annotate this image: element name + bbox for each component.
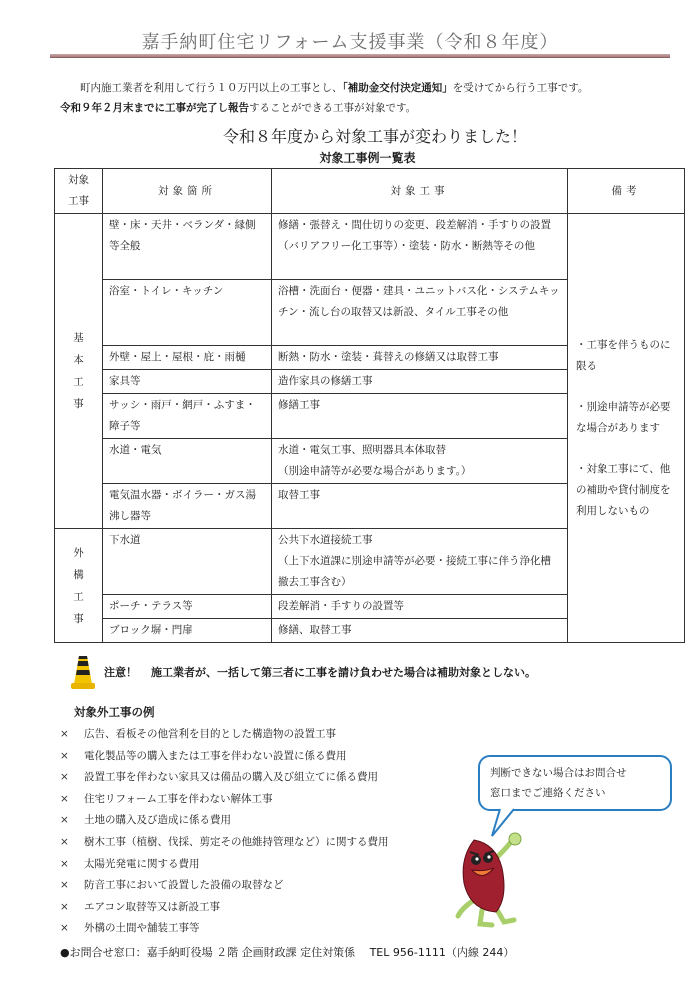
list-item: × 設置工事を伴わない家具又は備品の購入及び組立てに係る費用 (60, 767, 389, 789)
list-item: × 土地の購入及び造成に係る費用 (60, 810, 389, 832)
changed-heading: 令和８年度から対象工事が変わりました！ (222, 127, 527, 146)
work-note: （上下水道課に別途申請等が必要・接続工事に伴う浄化槽撤去工事含む） (278, 555, 551, 588)
location-cell: 家具等 (103, 370, 272, 394)
remark-3: ・対象工事にて、他の補助や貸付制度を利用しないもの (576, 462, 671, 517)
location-cell: 下水道 (103, 529, 272, 595)
location-cell: 電気温水器・ボイラー・ガス湯沸し器等 (103, 484, 272, 529)
work-cell: 修繕、取替工事 (272, 619, 568, 643)
location-cell: 浴室・トイレ・キッチン (103, 280, 272, 346)
caution-label: 注意！ (104, 666, 137, 679)
list-item: × エアコン取替等又は新設工事 (60, 897, 389, 919)
category-basic: 基本工事 (55, 214, 103, 529)
sweet-potato-mascot-icon (452, 828, 527, 928)
work-cell: 段差解消・手すりの設置等 (272, 595, 568, 619)
remarks-cell (568, 214, 685, 643)
intro-line2-bold: 令和９年２月末までに工事が完了し報告 (60, 102, 249, 114)
intro-line1-pre: 町内施工業者を利用して行う１０万円以上の工事とし、 (80, 82, 343, 94)
page-title: 嘉手納町住宅リフォーム支援事業（令和８年度） (141, 32, 559, 53)
work-cell: 浴槽・洗面台・便器・建具・ユニットバス化・システムキッチン・流し台の取替又は新設、タイル工事その他 (272, 280, 568, 346)
bubble-line-1: 判断できない場合はお問合せ (490, 767, 627, 779)
list-item: × 外構の土間や舗装工事等 (60, 918, 389, 940)
header-remarks: 備考 (568, 169, 685, 214)
cross-icon: × (60, 792, 69, 805)
category-exterior: 外構工事 (55, 529, 103, 643)
cross-icon: × (60, 879, 69, 892)
bubble-line-2: 窓口までご連絡ください (490, 787, 606, 799)
work-cell: 修繕工事 (272, 394, 568, 439)
intro-text (60, 78, 680, 118)
work-note: （別途申請等が必要な場合があります。） (278, 465, 472, 477)
list-item: × 電化製品等の購入または工事を伴わない設置に係る費用 (60, 746, 389, 768)
remark-2: ・別途申請等が必要な場合があります (576, 400, 671, 434)
work-cell: 造作家具の修繕工事 (272, 370, 568, 394)
caution-text: 施工業者が、一括して第三者に工事を請け負わせた場合は補助対象としない。 (151, 666, 536, 679)
cross-icon: × (60, 922, 69, 935)
speech-bubble (478, 755, 672, 811)
work-cell (272, 439, 568, 484)
contact-info: ●お問合せ窓口：嘉手納町役場 ２階 企画財政課 定住対策係 TEL 956-1111（内線 244） (60, 946, 515, 959)
work-text: 水道・電気工事、照明器具本体取替 (278, 444, 446, 456)
list-item: × 住宅リフォーム工事を伴わない解体工事 (60, 789, 389, 811)
table-header-row (55, 169, 685, 214)
table-row (55, 214, 685, 280)
list-item: × 樹木工事（植樹、伐採、剪定その他維持管理など）に関する費用 (60, 832, 389, 854)
exclusions-list (60, 724, 389, 940)
location-cell: ポーチ・テラス等 (103, 595, 272, 619)
location-cell: 壁・床・天井・ベランダ・縁側等全般 (103, 214, 272, 280)
intro-line2-post: することができる工事が対象です。 (249, 102, 417, 114)
cross-icon: × (60, 857, 69, 870)
work-cell: 断熱・防水・塗装・葺替えの修繕又は取替工事 (272, 346, 568, 370)
cross-icon: × (60, 771, 69, 784)
list-item: × 防音工事において設置した設備の取替など (60, 875, 389, 897)
target-works-table (54, 168, 685, 643)
intro-line1-bold: 「補助金交付決定通知」 (342, 82, 453, 94)
work-cell: 取替工事 (272, 484, 568, 529)
cross-icon: × (60, 835, 69, 848)
list-item: × 太陽光発電に関する費用 (60, 854, 389, 876)
exclusions-heading: 対象外工事の例 (74, 705, 155, 719)
location-cell: サッシ・雨戸・網戸・ふすま・障子等 (103, 394, 272, 439)
cross-icon: × (60, 728, 69, 740)
header-location: 対象箇所 (103, 169, 272, 214)
cross-icon: × (60, 900, 69, 913)
cross-icon: × (60, 814, 69, 827)
remark-1: ・工事を伴うものに限る (576, 338, 671, 372)
cross-icon: × (60, 749, 69, 762)
header-category: 対象工事 (55, 169, 103, 214)
title-divider (50, 54, 670, 58)
traffic-cone-icon (70, 654, 96, 690)
work-cell: 修繕・張替え・間仕切りの変更、段差解消・手すりの設置（バリアフリー化工事等）・塗装・防水・断熱等その他 (272, 214, 568, 280)
work-text: 公共下水道接続工事 (278, 534, 373, 546)
location-cell: 外壁・屋上・屋根・庇・雨樋 (103, 346, 272, 370)
work-cell (272, 529, 568, 595)
caution-notice (70, 654, 690, 690)
location-cell: 水道・電気 (103, 439, 272, 484)
list-item: × 広告、看板その他営利を目的とした構造物の設置工事 (60, 724, 389, 746)
table-caption: 対象工事例一覧表 (319, 151, 416, 165)
intro-line1-post: を受けてから行う工事です。 (452, 82, 589, 94)
header-work: 対象工事 (272, 169, 568, 214)
location-cell: ブロック塀・門扉 (103, 619, 272, 643)
